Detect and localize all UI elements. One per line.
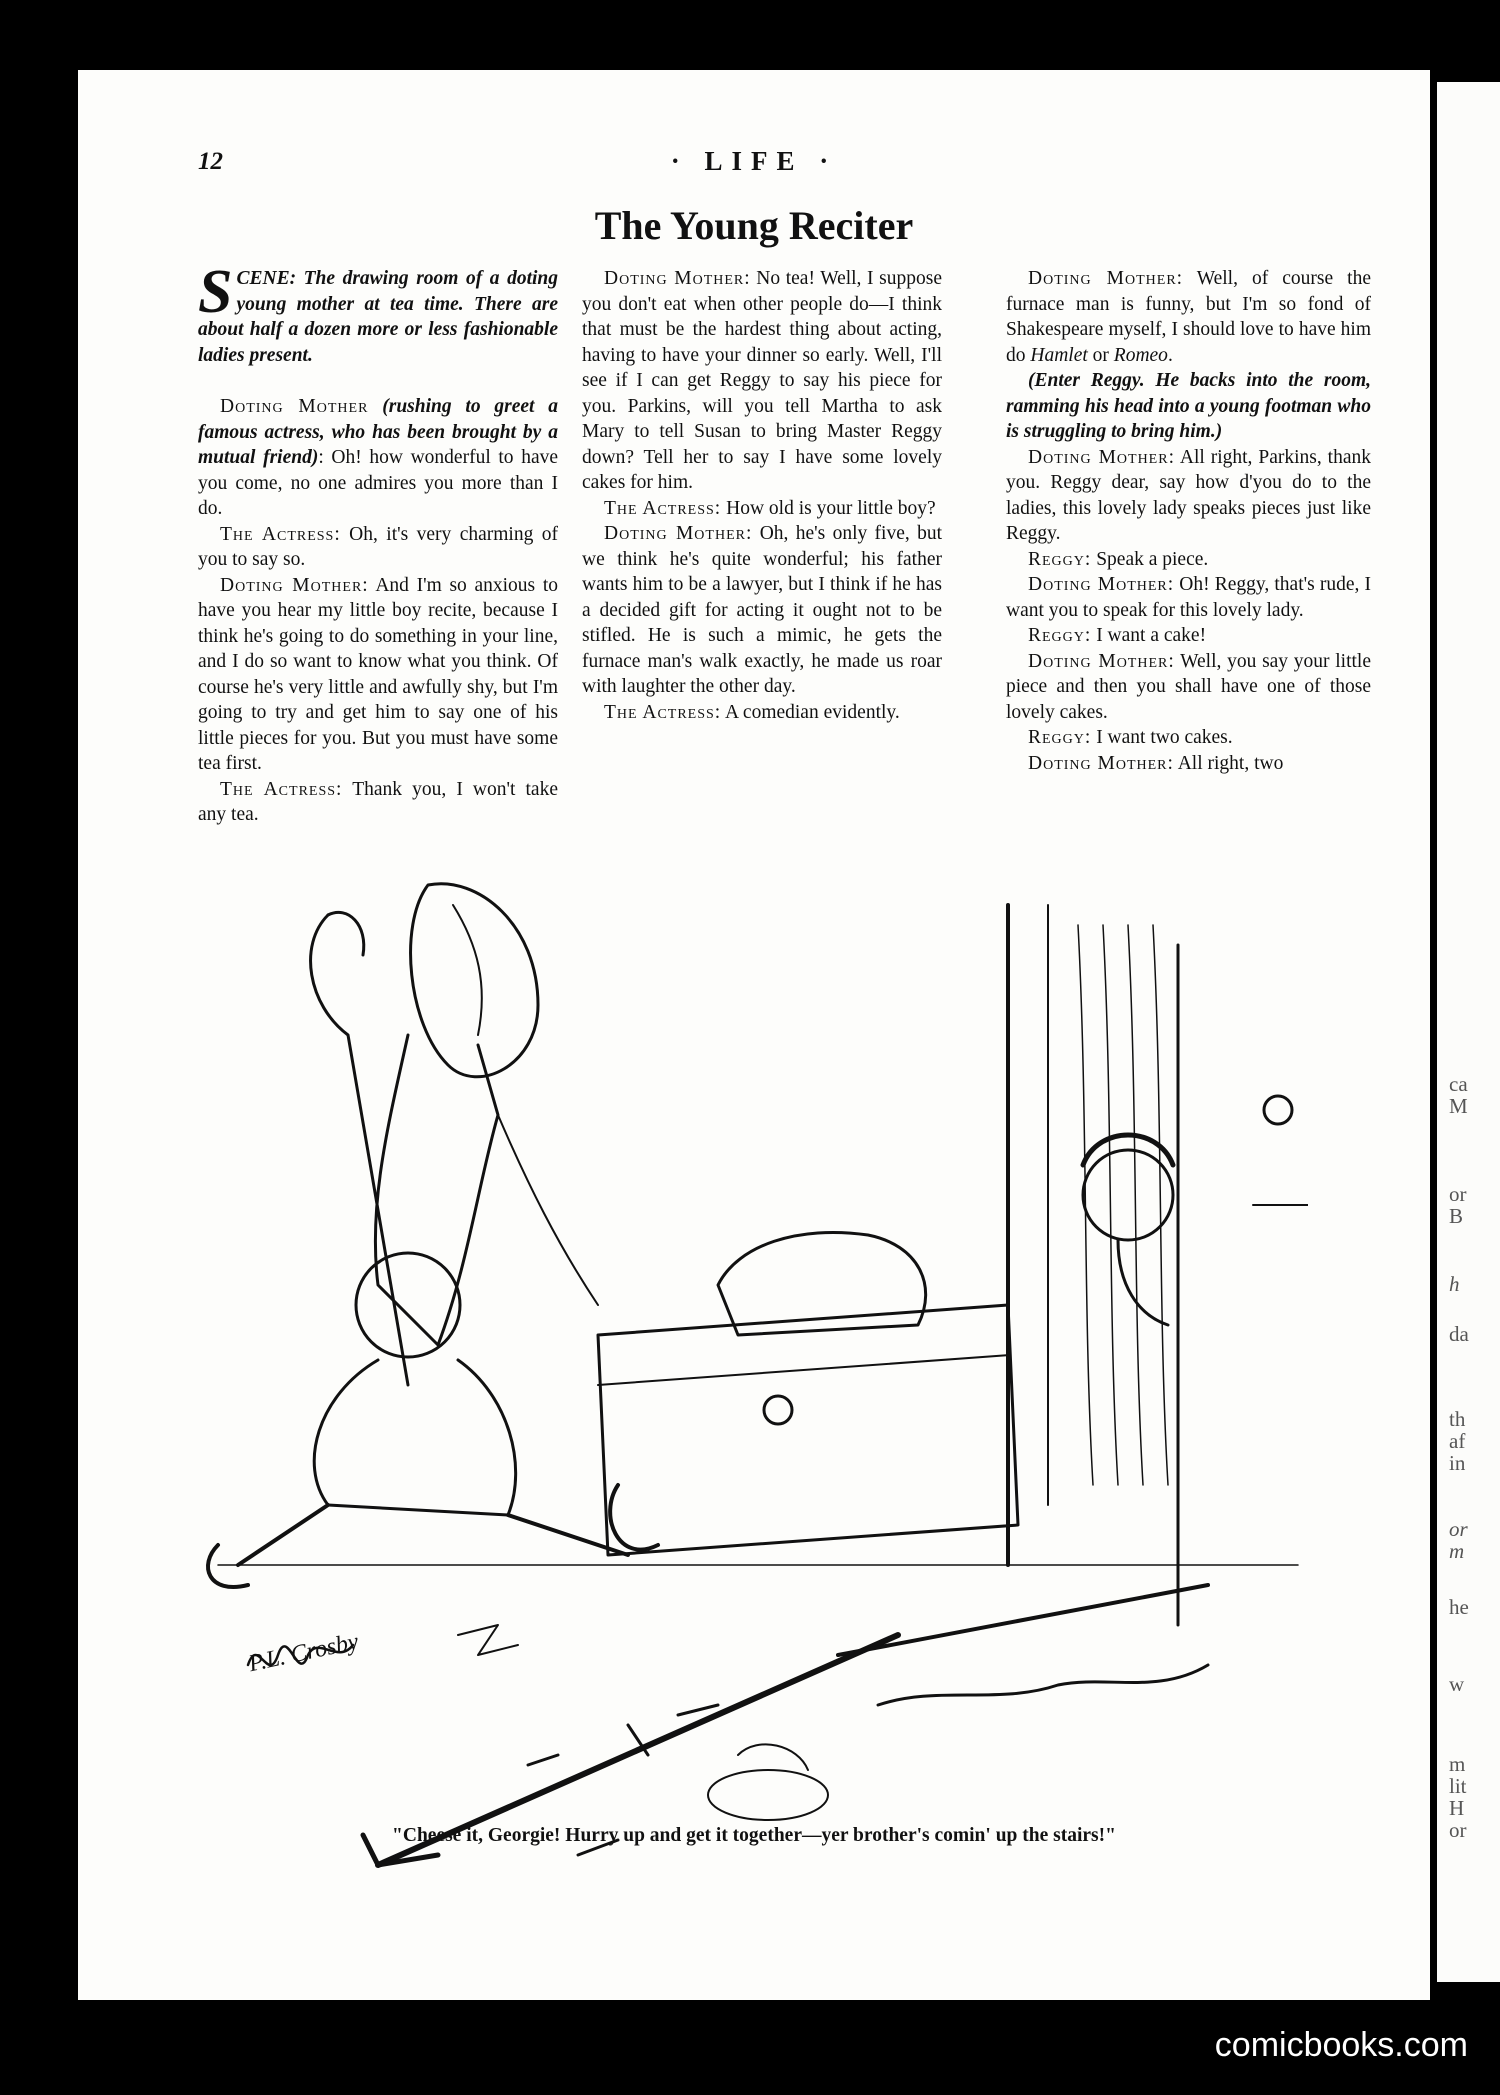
scene-intro: SCENE: The drawing room of a doting young mother at tea time. There are about half a dozen more or less fashionable ladies present. (198, 258, 558, 366)
signature-text: P.L. Crosby (246, 1628, 361, 1678)
dialogue-line: Doting Mother: Well, you say your little piece and then you shall have one of those lovely cakes. (1006, 650, 1372, 723)
speaker: Doting Mother: (604, 268, 751, 289)
dialogue-line: Doting Mother: And I'm so anxious to have you hear my little boy recite, because I think he's going to do something in your line, and I do so want to know what you think. Of course he's very little and awfully shy, but I'm going to try and get him to say one of his little pieces for you. But you must have some tea first. (198, 574, 558, 774)
shoe-icon (208, 1545, 248, 1587)
magazine-page (78, 70, 1430, 2000)
speaker: Doting Mother: (1028, 752, 1174, 774)
facing-page-edge (1437, 82, 1500, 1982)
speaker: Reggy: (1028, 727, 1092, 748)
speaker: Doting Mother: (1028, 574, 1175, 595)
dialogue-line: Reggy: I want a cake! (1028, 625, 1207, 646)
page-fragment: lit (1449, 1774, 1467, 1798)
shoe-icon (610, 1485, 658, 1550)
dialogue-line: Doting Mother: Oh! Reggy, that's rude, I want you to speak for this lovely lady. (1006, 574, 1371, 621)
dialogue-line: Doting Mother: All right, Parkins, thank you. Reggy dear, say how d'you do to the ladies, this lovely lady speaks pieces just like Reggy. (1006, 446, 1372, 544)
speaker: The Actress: (220, 778, 343, 800)
seated-child (356, 1253, 460, 1357)
speaker: The Actress: (604, 701, 722, 723)
page-number: 12 (198, 148, 223, 175)
stage-direction: (Enter Reggy. He backs into the room, ramming his head into a young footman who is struggling to bring him.) (1006, 370, 1371, 442)
page-fragment: or (1449, 1517, 1468, 1541)
speaker: Doting Mother: (604, 523, 753, 544)
dialogue-line: The Actress: Oh, it's very charming of you to say so. (198, 523, 558, 570)
peeking-boy (1083, 1150, 1173, 1240)
column-3 (1006, 266, 1371, 776)
dialogue-line: Doting Mother: All right, two (1028, 752, 1284, 774)
dialogue-line: Reggy: I want two cakes. (1028, 727, 1233, 748)
dialogue-line: Doting Mother: Well, of course the furnace man is funny, but I'm so fond of Shakespeare myself, I should love to have him do Hamlet or Romeo. (1006, 268, 1371, 366)
page-fragment: or (1449, 1182, 1467, 1206)
dialogue-line: The Actress: A comedian evidently. (604, 701, 900, 723)
page-fragment: w (1449, 1672, 1465, 1696)
page-fragment: h (1449, 1272, 1460, 1296)
page-fragment: H (1449, 1796, 1465, 1820)
dialogue-line: Doting Mother (rushing to greet a famous actress, who has been brought by a mutual friend): Oh! how wonderful to have you come, no one admires you more than I do. (198, 396, 559, 519)
cartoon-caption: "Cheese it, Georgie! Hurry up and get it together—yer brother's comin' up the stairs!" (392, 1825, 1116, 1846)
speaker: Doting Mother: (220, 574, 369, 596)
trunk-icon (598, 1305, 1018, 1555)
speaker: Doting Mother: (1028, 446, 1175, 468)
article-title: The Young Reciter (594, 203, 914, 248)
page-fragment: ca (1449, 1072, 1468, 1096)
dialogue-line: Doting Mother: No tea! Well, I suppose you don't eat when other people do—I think that must be the hardest thing about acting, having to have your dinner so early. Well, I'll see if I can get Reggy to say his piece for you. Parkins, will you tell Martha to ask Mary to tell Susan to bring Master Reggy down? Tell her to say I have some lovely cakes for him. (582, 268, 942, 493)
page-fragment: m (1449, 1752, 1466, 1776)
page-fragment: or (1449, 1818, 1467, 1842)
running-head: · LIFE · (670, 146, 838, 176)
cartoon-illustration (178, 865, 1308, 1910)
door-knob-icon (1264, 1096, 1292, 1124)
dialogue-line: Doting Mother: Oh, he's only five, but we think he's quite wonderful; his father wants him to be a lawyer, but I think if he has a decided gift for acting it ought not to be stifled. He is such a mimic, he gets the furnace man's walk exactly, he made us roar with laughter the other day. (582, 523, 942, 697)
speaker: Reggy: (1028, 625, 1092, 646)
speaker: The Actress: (220, 523, 341, 545)
page-fragment: B (1449, 1204, 1464, 1228)
page-fragment: m (1449, 1539, 1465, 1563)
page-fragment: M (1449, 1094, 1468, 1118)
speaker: Reggy: (1028, 548, 1092, 570)
speaker: The Actress: (604, 497, 722, 519)
page-fragment: af (1449, 1429, 1466, 1453)
page-fragment: he (1449, 1595, 1469, 1619)
dialogue-line: The Actress: How old is your little boy? (604, 497, 936, 519)
speaker: Doting Mother (220, 396, 369, 417)
speaker: Doting Mother: (1028, 650, 1175, 672)
column-2 (582, 266, 942, 725)
sword-icon (311, 915, 408, 1385)
hat-icon (411, 884, 538, 1077)
column-1 (198, 258, 559, 828)
site-watermark: comicbooks.com (1214, 2026, 1468, 2064)
speaker: Doting Mother: (1028, 268, 1184, 289)
dialogue-line: The Actress: Thank you, I won't take any tea. (198, 778, 558, 825)
dialogue-line: Reggy: Speak a piece. (1028, 548, 1209, 570)
page-fragment: in (1449, 1451, 1466, 1475)
page-fragment: da (1449, 1322, 1469, 1346)
page-fragment: th (1449, 1407, 1466, 1431)
drop-cap: S (198, 258, 233, 326)
